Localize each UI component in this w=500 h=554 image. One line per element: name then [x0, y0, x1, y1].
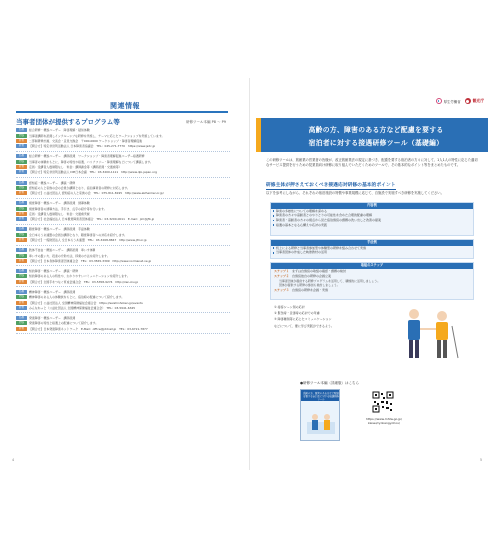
program-entry-row: [16, 227, 230, 232]
step-3-item: ① 接客シーン別の応対: [274, 305, 305, 309]
program-entry-row: [16, 279, 230, 284]
program-entry-tag: 内容: [16, 186, 27, 190]
program-entry-row: [16, 159, 230, 164]
page-number-left: 4: [12, 458, 15, 462]
content-example-item: 接遇の基本となる心構えや応対の実践: [271, 223, 473, 228]
program-entry-row: [16, 295, 230, 300]
program-entry-tag: 対象: [16, 327, 27, 331]
key-points-heading: 研修主体が押さえておくべき接遇応対研修の基本的ポイント: [266, 183, 396, 188]
method-example-item: 当事者団体の作成した映像教材の活用: [271, 250, 473, 255]
program-entry-row: [16, 170, 230, 175]
program-entry-row: [16, 165, 230, 170]
program-entry-tag: 対象: [16, 301, 27, 305]
step-3: [271, 288, 473, 293]
program-entry-tag: 名称: [16, 316, 27, 320]
program-entry-row: [16, 128, 230, 133]
program-entry: [16, 316, 230, 334]
program-entry-tag: 名称: [16, 128, 27, 132]
program-entry-text: 【問合せ】特定非営利活動法人 日本障害者協議会 TEL：045-271-7770 https://www.jsdc.jp: [29, 144, 156, 149]
page-gutter: [249, 78, 250, 470]
page-number-right: 5: [479, 458, 482, 462]
content-example-item: 障害者の方々や高齢者とのやりとりの可能性を含めた合理的配慮の理解: [271, 213, 473, 218]
program-entry-tag: 内容: [16, 207, 27, 211]
program-entry-tag: 対象: [16, 212, 27, 216]
program-entry-row: [16, 248, 230, 253]
program-entry-row: [16, 133, 230, 138]
program-entry-row: [16, 191, 230, 196]
banner-title-line2: 宿泊者に対する接遇研修ツール（基礎編）: [308, 139, 444, 147]
program-entry-text: 【問合せ】公益社団法人 全国精神保健福祉会連合会 https://seishinhoken.jp/events: [29, 300, 143, 305]
step-3-text: 自施設の研修を企画・実施: [291, 288, 328, 293]
program-entry-text: 【問合せ】特定非営利活動法人 DPI日本会議 TEL：03-3200-1111 http://www.dpi-japan.org: [29, 170, 157, 175]
program-entry-tag: 対象: [16, 170, 27, 174]
steps-title: 取組のステップ: [271, 263, 473, 269]
program-entry-text: 【問合せ】一般財団法人 全日本ろうあ連盟 TEL：03-3268-8847 http://www.jfd.or.jp: [29, 238, 147, 243]
program-entry-text: 定員：受講者人数制限なし 料金：講師謝金等（講師派遣・交通費等）: [29, 164, 122, 169]
program-entry-row: [16, 201, 230, 206]
full-version-area: [270, 381, 474, 443]
program-entry-tag: 名称: [16, 154, 27, 158]
program-entry-tag: 対象: [16, 306, 27, 310]
step-3-label: ステップ３: [274, 288, 289, 293]
program-entry: [16, 248, 230, 266]
program-entry-text: 総合研修・概説ユーザー 障害理解・疑似体験: [29, 128, 90, 133]
program-entry-tag: 名称: [16, 290, 27, 294]
program-entries: [16, 128, 230, 337]
program-entry-tag: 対象: [16, 144, 27, 148]
program-entry-tag: 対象: [16, 191, 27, 195]
program-entry-row: [16, 300, 230, 305]
program-entry-tag: 名称: [16, 269, 27, 273]
mhlw-logo-text: 厚生労働省: [443, 99, 461, 104]
program-entry-tag: 内容: [16, 274, 27, 278]
qr-code-icon[interactable]: [372, 391, 394, 413]
program-entry-tag: 対象: [16, 217, 27, 221]
step-3-item: などについて、要に学び実践ができるよう。: [274, 323, 334, 328]
step-3-item: ③ 障害種別等に応じたコミュニケーション: [274, 317, 332, 322]
program-entry-tag: 対象: [16, 165, 27, 169]
program-entry-text: 当事者講師を派遣しインクルーシブな研修を実施し、テーマに応じたワークショップを実施しています。: [29, 133, 165, 138]
program-entry-text: 肢体不自由・概説ユーザー 講師派遣 車いす体験: [29, 248, 96, 253]
program-entry-row: [16, 326, 230, 331]
program-entry-text: 知的障害のある人の特性や、わかりやすいコミュニケーションを紹介します。: [29, 274, 130, 279]
program-entry-row: [16, 206, 230, 211]
program-entry-text: 精神障害のある人の体験談をもとに、宿泊時の配慮について紹介します。: [29, 295, 125, 300]
program-heading: 当事者団体が提供するプログラム等: [16, 118, 120, 126]
program-entry-text: 精神障害・概説ユーザー 講師派遣: [29, 289, 76, 294]
program-entry-tag: 対象: [16, 238, 27, 242]
program-entry-text: 【問合せ】日本発達障害ネットワーク E-Mail：office@jddnet.jp TEL：03-6721-7877: [29, 326, 148, 331]
section-rule: [16, 111, 228, 113]
step-1-label: ステップ１: [274, 269, 289, 273]
program-entry-row: [16, 144, 230, 149]
program-entry-text: 聴覚障害・概説ユーザー 講師派遣 手話体験: [29, 227, 90, 232]
content-examples-panel: [270, 202, 474, 236]
program-entry: [16, 128, 230, 152]
program-entry-row: [16, 253, 230, 258]
full-version-caption: ●研修ツール本編（詳細版）はこちら: [300, 381, 359, 385]
steps-panel: [270, 262, 474, 300]
program-reference: 研修ツール本編 P8 〜 P9: [186, 120, 226, 124]
content-example-item: 障害の多様性についての理解を深める: [271, 209, 473, 214]
program-entry-row: [16, 290, 230, 295]
program-entry-text: 【問合せ】日本身体障害者団体連合会 TEL：03-3565-3399 http://www.normanet.ne.jp: [29, 258, 152, 263]
section-title: 関連情報: [110, 102, 140, 110]
program-entry-text: 視覚障害者の誘導方法、手引き、点字の紹介等を行います。: [29, 206, 107, 211]
program-entry: [16, 227, 230, 245]
tool-url-link[interactable]: https://www.mhlw.go.jp/ kaisei/ryokangyohou/: [366, 417, 402, 426]
program-entry-tag: 内容: [16, 295, 27, 299]
program-entry-row: [16, 316, 230, 321]
program-entry-tag: 内容: [16, 321, 27, 325]
program-entry-text: 視覚障害・概説ユーザー 講師派遣 誘導体験: [29, 201, 90, 206]
intro-paragraph: この研修ツールは、旅館業の営業者の皆様が、改正旅館業法の規定に基づき、配慮を要する宿泊者の方々に対して、1人1人の特性に応じた適切なサービス提供を行うための従業員向け研修に取り組んでいただくためのツールで、その基本的なポイント等をまとめたものです。: [266, 158, 478, 168]
program-entry-text: みんなねっと（公益社団法人 全国精神保健福祉会連合会） TEL：03-5941-6345: [29, 305, 136, 310]
program-entry-row: [16, 321, 230, 326]
mhlw-logo: [436, 98, 461, 104]
program-entry-tag: 対象: [16, 259, 27, 263]
program-entry-text: 知的障害・概説ユーザー 講演・研修: [29, 269, 79, 274]
program-entry-row: [16, 186, 230, 191]
program-entry-row: [16, 217, 230, 222]
program-entry-tag: 内容: [16, 254, 27, 258]
program-entry: [16, 154, 230, 178]
program-entry-row: [16, 259, 230, 264]
right-page: [256, 78, 488, 470]
method-examples-panel: [270, 239, 474, 259]
jta-logo-icon: [465, 98, 471, 104]
content-examples-title: 内容例: [271, 203, 473, 209]
step-3-items: [270, 304, 390, 329]
program-entry: [16, 201, 230, 225]
program-entry-text: 発達障害・概説ユーザー 講師派遣: [29, 316, 76, 321]
method-examples-title: 手法例: [271, 240, 473, 246]
program-entry-text: 車いすの扱い方、段差の介助方法、移乗の方法を紹介します。: [29, 253, 110, 258]
step-3-item: ② 緊急時・災害時の応対での考慮: [274, 311, 320, 316]
program-entry-row: [16, 232, 230, 237]
lead-paragraph: 以下を参考にしながら、それぞれの宿泊施設の特徴や事業規模に応じて、自施設で実施すべき研修を実施してください。: [266, 191, 444, 195]
title-banner: [256, 118, 488, 152]
program-entry-text: 総合研修・概説ユーザー 講師派遣 ワークショップ・障害者理解促進ユーザー接遇研修: [29, 154, 145, 159]
program-entry-tag: 内容: [16, 134, 27, 138]
step-2-detail: 団体が提供する研修の参加も検討しましょう。: [279, 283, 340, 288]
program-entry-row: [16, 238, 230, 243]
step-1-text: まずは自施設の取組の確認・課題の検討: [291, 269, 346, 273]
program-entry-row: [16, 212, 230, 217]
program-entry-row: [16, 274, 230, 279]
program-entry-text: 当事者の体験をもとに、障害の特性や接遇、バリアフリー・障害理解などについて講演します。: [29, 159, 153, 164]
program-entry-text: 【問合せ】全国手をつなぐ育成会連合会 TEL：03-5358-9274 http://zen-iku.jp: [29, 279, 139, 284]
method-example-item: 机上による研修と当事者参加型や体験型の研修を組み合わせて実施: [271, 246, 473, 251]
program-entry-row: [16, 180, 230, 185]
program-entry: [16, 269, 230, 287]
step-2-text: 自施設独自の研修の企画立案: [291, 274, 331, 278]
program-entry-row: [16, 305, 230, 310]
program-entry-tag: 名称: [16, 248, 27, 252]
program-entry-text: 認知症・概説ユーザー 講演・研修: [29, 180, 76, 185]
jta-logo: [465, 98, 484, 104]
program-entry-row: [16, 139, 230, 144]
program-entry-text: 認知症の人と家族の会の会員が講師となり、宿泊事業者の研修に対応します。: [29, 185, 130, 190]
tool-book-title: 高齢の方、障害のある方など配慮を要する宿泊者に対する接遇研修ツール: [303, 392, 339, 401]
program-entry-tag: 内容: [16, 233, 27, 237]
left-page: [6, 78, 238, 470]
program-entry-tag: 名称: [16, 181, 27, 185]
program-entry-text: 定員：受講者人数制限なし 料金：交通費実費: [29, 211, 90, 216]
program-entry-tag: 名称: [16, 227, 27, 231]
program-entry: [16, 180, 230, 198]
mhlw-logo-icon: [436, 98, 442, 104]
tool-book-cover: [300, 389, 340, 441]
program-entry-text: 発達障害の特性と接遇上の配慮について紹介します。: [29, 321, 99, 326]
program-entry-row: [16, 269, 230, 274]
step-2-detail: 当事者団体が提供する研修プログラムを活用して、積極的に活用しましょう。: [279, 278, 381, 283]
program-entry-tag: 名称: [16, 201, 27, 205]
program-entry-row: [16, 154, 230, 159]
logos: [436, 98, 484, 104]
banner-title-line1: 高齢の方、障害のある方など配慮を要する: [308, 126, 444, 134]
program-entry-text: 【問合せ】社会福祉法人 日本視覚障害者団体連合 TEL：03-3200-0011 E-mail：jim@jfb.jp: [29, 217, 155, 222]
content-example-item: 障害者・高齢者の方々の視点から見た宿泊施設の課題の洗い出しと改善の提案: [271, 218, 473, 223]
program-entry: [16, 290, 230, 314]
jta-logo-text: 観光庁: [472, 98, 484, 103]
program-entry-tag: 対象: [16, 280, 27, 284]
program-entry-tag: 対象: [16, 139, 27, 143]
program-entry-text: 全日本ろうあ連盟の会員が講師となり、聴覚障害者への対応を紹介します。: [29, 232, 128, 237]
program-entry-tag: 内容: [16, 160, 27, 164]
step-2-label: ステップ２: [274, 274, 289, 278]
program-entry-text: 二部制研修計画、交流会・意見交換会 〒000-0000 ワークショップ・障害者理解促進: [29, 138, 143, 143]
staff-guest-illustration: [394, 304, 472, 364]
book-cover-illustration: [305, 408, 337, 436]
program-entry-text: 【問合せ】公益社団法人 認知症の人と家族の会 TEL：075-811-8195 http://www.alzheimer.or.jp/: [29, 191, 164, 196]
step-3-section: [270, 304, 474, 380]
